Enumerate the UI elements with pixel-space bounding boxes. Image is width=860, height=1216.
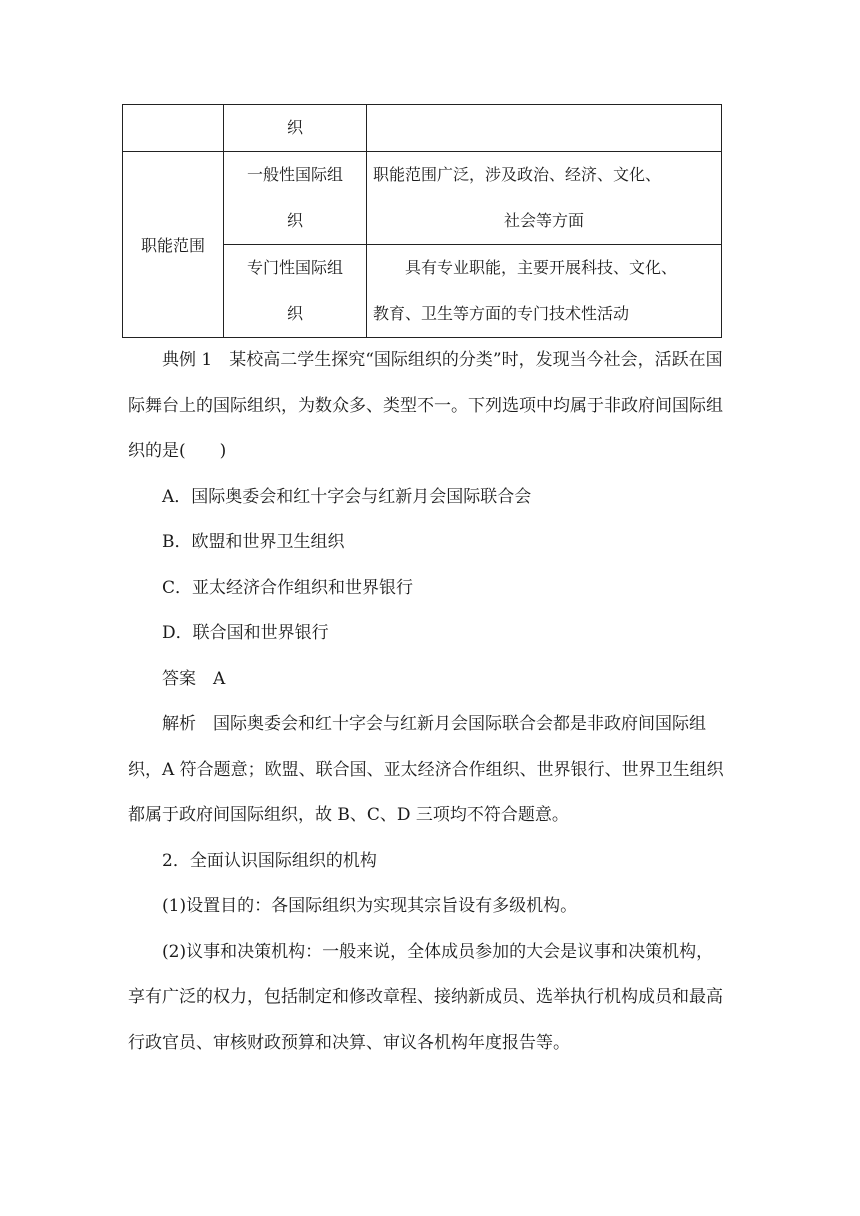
classification-table [122,104,722,338]
table-row [123,152,722,245]
option-d: D．联合国和世界银行 [162,623,329,643]
analysis: 解析 国际奥委会和红十字会与红新月会国际联合会都是非政府间国际组织，A 符合题意；欧盟、联合国、亚太经济合作组织、世界银行、世界卫生组织都属于政府间国际组织，故 B、C、D 三项均不符合题意。 [128,714,724,825]
paragraph: (2)议事和决策机构：一般来说，全体成员参加的大会是议事和决策机构，享有广泛的权力，包括制定和修改章程、接纳新成员、选举执行机构成员和最高行政官员、审核财政预算和决算、审议各机构年度报告等。 [128,941,723,1053]
answer: 答案 A [162,668,226,689]
type-label-cont: 织 [286,304,303,323]
example-stem: 典例 1 某校高二学生探究“国际组织的分类”时，发现当今社会，活跃在国际舞台上的国际组织，为数众多、类型不一。下列选项中均属于非政府间国际组织的是( ) [128,350,723,461]
description-cell [367,245,722,338]
option-c: C．亚太经济合作组织和世界银行 [162,577,414,598]
type-cell [224,152,367,245]
table-row [123,105,722,152]
option-b: B．欧盟和世界卫生组织 [162,532,345,552]
option-a: A．国际奥委会和红十字会与红新月会国际联合会 [162,486,532,507]
type-label-cont: 织 [286,211,303,230]
section-heading: 2．全面认识国际组织的机构 [162,850,377,871]
description-line: 职能范围广泛，涉及政治、经济、文化、 [373,165,662,184]
table-cell [123,105,224,152]
description-line: 社会等方面 [503,211,584,230]
type-cell [224,245,367,338]
type-label: 专门性国际组 [246,258,343,277]
description-line: 教育、卫生等方面的专门技术性活动 [373,304,630,323]
paragraph: (1)设置目的：各国际组织为实现其宗旨设有多级机构。 [162,896,578,916]
description-cell [367,152,722,245]
table-cell [367,105,722,152]
description-line: 具有专业职能，主要开展科技、文化、 [405,258,678,277]
body-text [128,338,728,1066]
type-label: 一般性国际组 [246,165,343,184]
group-label-cell: 职能范围 [123,152,224,338]
table-cell: 织 [224,105,367,152]
